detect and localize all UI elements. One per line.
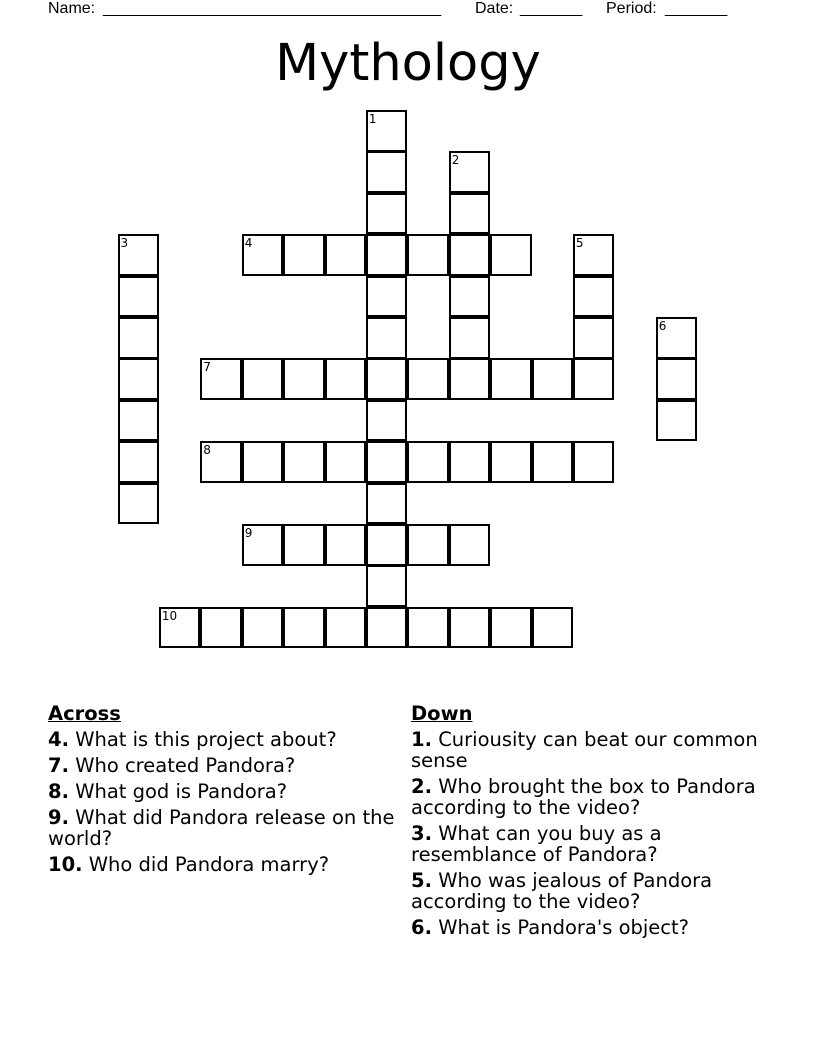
across-clues	[48, 703, 398, 880]
crossword-cell[interactable]	[573, 317, 615, 359]
crossword-cell[interactable]	[532, 441, 574, 483]
clue-down	[411, 729, 781, 771]
crossword-cell[interactable]	[366, 565, 408, 607]
cell-number: 7	[203, 360, 211, 375]
crossword-cell[interactable]	[118, 358, 160, 400]
crossword-cell[interactable]	[656, 400, 698, 442]
crossword-cell[interactable]	[366, 607, 408, 649]
period-blank[interactable]: _______	[665, 0, 728, 17]
name-blank[interactable]: ______________________________________	[103, 0, 442, 17]
crossword-cell[interactable]	[366, 110, 408, 152]
crossword-cell[interactable]	[159, 607, 201, 649]
crossword-cell[interactable]	[118, 400, 160, 442]
date-blank[interactable]: _______	[520, 0, 583, 17]
crossword-cell[interactable]	[449, 607, 491, 649]
crossword-cell[interactable]	[449, 524, 491, 566]
clue-across	[48, 807, 398, 849]
cell-number: 1	[368, 112, 377, 126]
crossword-cell[interactable]	[449, 317, 491, 359]
period-label: Period:	[606, 0, 657, 17]
crossword-cell[interactable]	[449, 276, 491, 318]
crossword-cell[interactable]	[118, 234, 160, 276]
clue-across	[48, 755, 398, 776]
cell-number: 10	[161, 608, 178, 623]
clue-down	[411, 823, 781, 865]
crossword-cell[interactable]	[283, 358, 325, 400]
crossword-cell[interactable]	[407, 358, 449, 400]
clue-text: What god is Pandora?	[75, 780, 288, 803]
crossword-cell[interactable]	[366, 358, 408, 400]
crossword-cell[interactable]	[325, 441, 367, 483]
crossword-cell[interactable]	[200, 607, 242, 649]
clue-down	[411, 870, 781, 912]
crossword-cell[interactable]	[283, 524, 325, 566]
crossword-cell[interactable]	[532, 607, 574, 649]
clue-text: What is this project about?	[75, 728, 337, 751]
clue-number: 6.	[411, 916, 432, 939]
crossword-cell[interactable]	[449, 193, 491, 235]
clue-down	[411, 776, 781, 818]
crossword-cell[interactable]	[325, 358, 367, 400]
clue-across	[48, 854, 398, 875]
crossword-cell[interactable]	[200, 441, 242, 483]
crossword-cell[interactable]	[325, 234, 367, 276]
crossword-cell[interactable]	[366, 400, 408, 442]
cell-number: 5	[575, 236, 584, 251]
cell-number: 8	[203, 443, 211, 458]
crossword-cell[interactable]	[242, 358, 284, 400]
clue-number: 4.	[48, 728, 69, 751]
crossword-cell[interactable]	[242, 441, 284, 483]
down-heading: Down	[411, 702, 473, 725]
crossword-cell[interactable]	[573, 358, 615, 400]
crossword-cell[interactable]	[200, 358, 242, 400]
crossword-cell[interactable]	[366, 483, 408, 525]
crossword-cell[interactable]	[366, 524, 408, 566]
crossword-cell[interactable]	[366, 441, 408, 483]
cell-number: 9	[244, 526, 253, 540]
cell-number: 2	[451, 153, 460, 168]
cell-number: 3	[120, 236, 129, 251]
crossword-cell[interactable]	[366, 234, 408, 276]
crossword-cell[interactable]	[573, 276, 615, 318]
crossword-cell[interactable]	[325, 607, 367, 649]
crossword-cell[interactable]	[407, 607, 449, 649]
crossword-cell[interactable]	[490, 441, 532, 483]
clue-down	[411, 917, 781, 938]
clue-across	[48, 781, 398, 802]
clue-number: 3.	[411, 822, 432, 845]
crossword-cell[interactable]	[449, 234, 491, 276]
down-clues	[411, 703, 781, 943]
clue-text: Who did Pandora marry?	[88, 853, 330, 876]
crossword-cell[interactable]	[242, 234, 284, 276]
clue-text: Who brought the box to Pandora according to the video?	[411, 775, 756, 819]
date-label: Date:	[475, 0, 514, 17]
clue-text: What can you buy as a resemblance of Pandora?	[411, 822, 662, 866]
crossword-cell[interactable]	[366, 276, 408, 318]
name-label: Name:	[48, 0, 96, 17]
crossword-cell[interactable]	[242, 524, 284, 566]
crossword-cell[interactable]	[449, 358, 491, 400]
crossword-cell[interactable]	[656, 317, 698, 359]
crossword-cell[interactable]	[283, 441, 325, 483]
crossword-cell[interactable]	[118, 441, 160, 483]
crossword-cell[interactable]	[449, 151, 491, 193]
crossword-cell[interactable]	[490, 607, 532, 649]
crossword-cell[interactable]	[283, 234, 325, 276]
crossword-cell[interactable]	[283, 607, 325, 649]
crossword-cell[interactable]	[449, 441, 491, 483]
cell-number: 4	[244, 236, 253, 251]
clue-text: Who was jealous of Pandora according to the video?	[411, 869, 713, 913]
clue-number: 8.	[48, 780, 69, 803]
cell-number: 6	[658, 319, 667, 333]
crossword-cell[interactable]	[532, 358, 574, 400]
crossword-cell[interactable]	[118, 317, 160, 359]
crossword-cell[interactable]	[118, 483, 160, 525]
clue-text: Who created Pandora?	[75, 754, 296, 777]
crossword-cell[interactable]	[490, 234, 532, 276]
clue-number: 7.	[48, 754, 69, 777]
crossword-cell[interactable]	[407, 524, 449, 566]
crossword-cell[interactable]	[656, 358, 698, 400]
clue-number: 9.	[48, 806, 69, 829]
clue-text: What is Pandora's object?	[438, 916, 690, 939]
crossword-cell[interactable]	[573, 234, 615, 276]
clue-number: 10.	[48, 853, 83, 876]
crossword-cell[interactable]	[325, 524, 367, 566]
crossword-cell[interactable]	[366, 317, 408, 359]
clue-number: 1.	[411, 728, 432, 751]
crossword-cell[interactable]	[366, 151, 408, 193]
crossword-cell[interactable]	[242, 607, 284, 649]
crossword-cell[interactable]	[407, 234, 449, 276]
page-title: Mythology	[275, 34, 541, 93]
crossword-cell[interactable]	[118, 276, 160, 318]
clue-text: Curiousity can beat our common sense	[411, 728, 758, 772]
clue-text: What did Pandora release on the world?	[48, 806, 395, 850]
crossword-cell[interactable]	[490, 358, 532, 400]
crossword-cell[interactable]	[573, 441, 615, 483]
crossword-cell[interactable]	[366, 193, 408, 235]
clue-across	[48, 729, 398, 750]
across-heading: Across	[48, 702, 121, 725]
clue-number: 5.	[411, 869, 432, 892]
clue-number: 2.	[411, 775, 432, 798]
crossword-cell[interactable]	[407, 441, 449, 483]
